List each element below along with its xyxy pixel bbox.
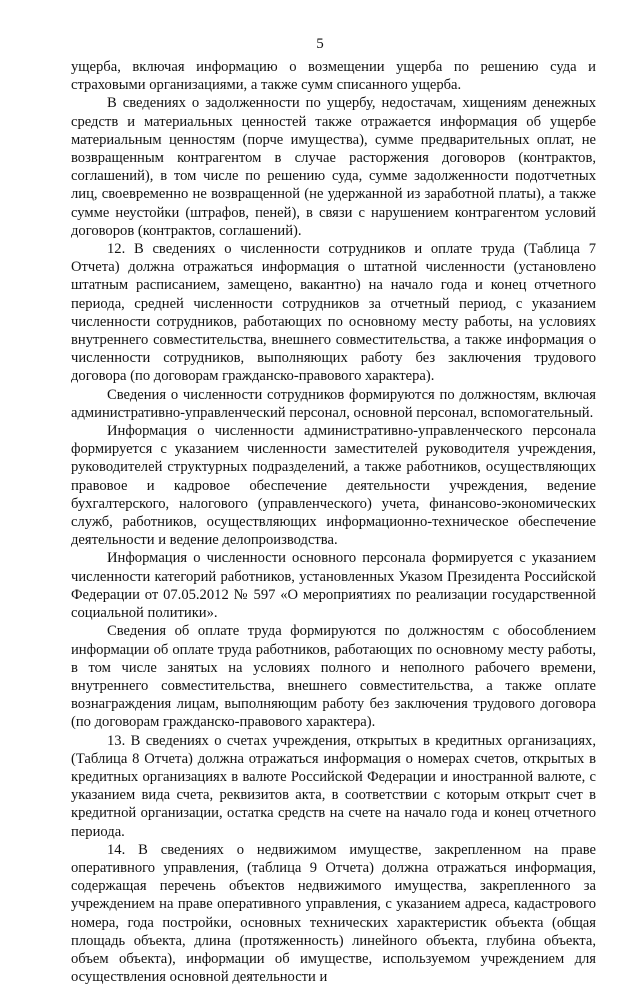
paragraph: ущерба, включая информацию о возмещении ущерба по решению суда и страховыми организациями, а также сумм списанного ущерба.: [71, 59, 596, 94]
paragraph: Сведения о численности сотрудников формируются по должностям, включая административно-управленческий персонал, основной персонал, вспомогательный.: [71, 386, 596, 421]
paragraph: 14. В сведениях о недвижимом имуществе, закрепленном на праве оперативного управления, (таблица 9 Отчета) должна отражаться информация, содержащая перечень объектов недвижимого имущества, закрепленного за учреждением на праве оперативного управления, с указанием адреса, кадастрового номера, года постройки, основных технических характеристик объекта (общая площадь объекта, длина (протяженность) линейного объекта, глубина объекта, объем объекта), информации об имуществе, используемом учреждением для осуществления основной деятельности и: [71, 841, 596, 986]
paragraph: Информация о численности административно-управленческого персонала формируется с указанием численности заместителей руководителя учреждения, руководителей структурных подразделений, а также работников, осуществляющих правовое и кадровое обеспечение деятельности учреждения, ведение бухгалтерского, налогового (управленческого) учета, финансово-экономических служб, работников, осуществляющих информационно-техническое обеспечение деятельности и ведение делопроизводства.: [71, 423, 596, 549]
paragraph: Сведения об оплате труда формируются по должностям с обособлением информации об оплате труда работников, работающих по основному месту работы, в том числе занятых на условиях полного и неполного рабочего времени, внутреннего совместительства, внешнего совместительства, а также оплате вознаграждения лицам, выполняющим работу без заключения трудового договора (по договорам гражданско-правового характера).: [71, 623, 596, 731]
paragraph: В сведениях о задолженности по ущербу, недостачам, хищениям денежных средств и материальных ценностей также отражается информация об ущербе материальным ценностям (порче имущества), сумме предварительных оплат, не возвращенным контрагентом в случае расторжения договоров (контрактов, соглашений), в том числе по решению суда, сумме задолженности подотчетных лиц, своевременно не возвращенной (не удержанной из заработной платы), а также сумме неустойки (штрафов, пеней), в связи с нарушением контрагентом условий договоров (контрактов, соглашений).: [71, 95, 596, 239]
paragraph: Информация о численности основного персонала формируется с указанием численности категорий работников, установленных Указом Президента Российской Федерации от 07.05.2012 № 597 «О мероприятиях по реализации государственной социальной политики».: [71, 550, 596, 622]
page-number: 5: [316, 36, 324, 52]
paragraph: 13. В сведениях о счетах учреждения, открытых в кредитных организациях, (Таблица 8 Отчета) должна отражаться информация о номерах счетов, открытых в кредитных организациях в валюте Российской Федерации и иностранной валюте, с указанием вида счета, реквизитов акта, в соответствии с которым открыт счет в кредитной организации, остатка средств на счете на начало года и конец отчетного периода.: [71, 732, 596, 840]
document-body: [71, 58, 596, 986]
paragraph: 12. В сведениях о численности сотрудников и оплате труда (Таблица 7 Отчета) должна отражаться информация о штатной численности (установлено штатным расписанием, замещено, вакантно) на начало года и конец отчетного периода, средней численности сотрудников за отчетный период, с указанием численности сотрудников, работающих по основному месту работы, на условиях внутреннего совместительства, внешнего совместительства, а также информация о численности сотрудников, выполняющих работу без заключения трудового договора (по договорам гражданско-правового характера).: [71, 241, 596, 385]
